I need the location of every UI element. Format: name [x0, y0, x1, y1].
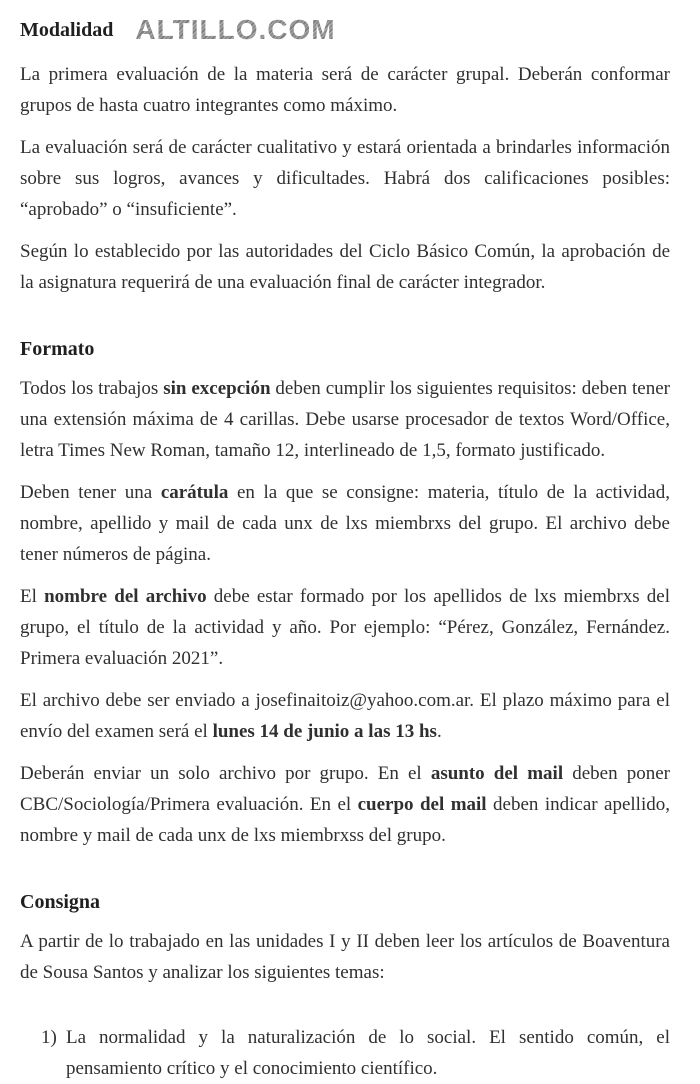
section-heading-modalidad: Modalidad: [20, 19, 114, 41]
text-run: Según lo establecido por las autoridades del Ciclo Básico Común, la aprobación de la asignatura requerirá de una evaluación final de carácter integrador.: [20, 241, 670, 293]
list-item-text: [66, 1022, 670, 1084]
paragraph-modalidad-1: [20, 59, 670, 121]
paragraph-formato-4: [20, 685, 670, 747]
bold-text-run: asunto del mail: [430, 763, 564, 784]
text-run: El archivo debe ser enviado a josefinaitoiz@yahoo.com.ar. El plazo máximo para el envío del examen será el: [20, 690, 670, 742]
paragraph-formato-3: [20, 581, 670, 674]
numbered-list-item-1: [41, 1022, 670, 1084]
text-run: Todos los trabajos: [20, 378, 164, 399]
text-run: debe estar formado por los apellidos de lxs miembrxs del grupo, el título de la actividad y año. Por ejemplo: “Pérez, González, Fernández. Primera evaluación 2021”.: [20, 586, 670, 669]
section-heading-consigna: Consigna: [20, 891, 101, 913]
paragraph-formato-2: [20, 477, 670, 570]
list-item-marker: 1): [41, 1027, 57, 1048]
text-run: deben indicar apellido, nombre y mail de cada unx de lxs miembrxss del grupo.: [20, 794, 670, 846]
text-run: El: [20, 586, 45, 607]
paragraph-formato-5: [20, 758, 670, 851]
text-run: en la que se consigne: materia, título de la actividad, nombre, apellido y mail de cada unx de lxs miembrxs del grupo. El archivo debe tener números de página.: [20, 482, 670, 565]
text-run: Deberán enviar un solo archivo por grupo. En el: [20, 763, 431, 784]
text-run: .: [436, 721, 442, 742]
paragraph-modalidad-3: [20, 236, 670, 298]
paragraph-formato-1: [20, 373, 670, 466]
bold-text-run: sin excepción: [163, 378, 271, 399]
text-run: deben poner CBC/Sociología/Primera evaluación. En el: [20, 763, 670, 815]
bold-text-run: lunes 14 de junio a las 13 hs: [212, 721, 437, 742]
text-run: A partir de lo trabajado en las unidades I y II deben leer los artículos de Boaventura de Sousa Santos y analizar los siguientes temas:: [20, 931, 670, 983]
text-run: La primera evaluación de la materia será de carácter grupal. Deberán conformar grupos de hasta cuatro integrantes como máximo.: [20, 64, 670, 116]
text-run: Deben tener una: [20, 482, 161, 503]
section-heading-formato: Formato: [20, 338, 95, 360]
paragraph-modalidad-2: [20, 132, 670, 225]
text-run: La evaluación será de carácter cualitativo y estará orientada a brindarles información sobre sus logros, avances y dificultades. Habrá dos calificaciones posibles: “aprobado” o “insuficiente”.: [20, 137, 670, 220]
text-run: deben cumplir los siguientes requisitos: deben tener una extensión máxima de 4 carillas. Debe usarse procesador de textos Word/Office, letra Times New Roman, tamaño 12, interlineado de 1,5, formato justificado.: [20, 378, 670, 461]
bold-text-run: cuerpo del mail: [357, 794, 487, 815]
altillo-watermark-logo: ALTILLO.COM: [135, 14, 336, 45]
bold-text-run: carátula: [160, 482, 229, 503]
bold-text-run: nombre del archivo: [44, 586, 207, 607]
modalidad-header-row: [20, 13, 670, 47]
paragraph-consigna-1: [20, 926, 670, 988]
text-run: La normalidad y la naturalización de lo social. El sentido común, el pensamiento crítico y el conocimiento científico.: [66, 1027, 670, 1079]
